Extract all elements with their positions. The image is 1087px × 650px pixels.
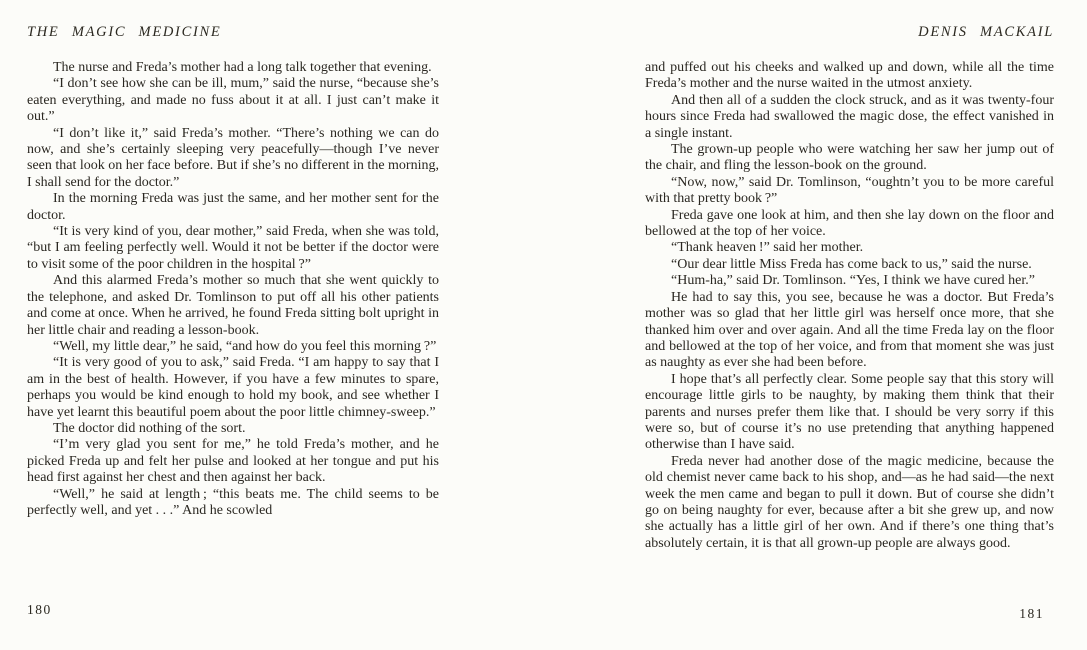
page-number-left: 180	[27, 602, 52, 617]
paragraph: Freda gave one look at him, and then she lay down on the floor and bellowed at the top of her voice.	[645, 207, 1054, 240]
paragraph: “Well, my little dear,” he said, “and how do you feel this morning ?”	[53, 338, 437, 354]
running-head-author: DENIS MACKAIL	[918, 24, 1054, 40]
paragraph: “Well,” he said at length ; “this beats me. The child seems to be perfectly well, and yet . . .” And he scowled	[27, 486, 439, 518]
running-head-book-title: THE MAGIC MEDICINE	[27, 24, 222, 40]
paragraph: And this alarmed Freda’s mother so much that she went quickly to the telephone, and asked Dr. Tomlinson to put off all his other patients and come at once. When he arrived, he found Freda sitting bolt upright in her little chair and reading a lesson-book.	[27, 273, 439, 338]
page-left	[27, 0, 439, 650]
paragraph: “It is very kind of you, dear mother,” said Freda, when she was told, “but I am feeling perfectly well. Would it not be better if the doctor were to visit some of the poor children in the hospital ?”	[27, 224, 439, 272]
paragraph: “I don’t like it,” said Freda’s mother. “There’s nothing we can do now, and she’s certainly sleeping very peacefully—though I’ve never seen that look on her face before. But if she’s no different in the morning, I shall send for the doctor.”	[27, 125, 439, 190]
paragraph: I hope that’s all perfectly clear. Some people say that this story will encourage little girls to be naughty, by making them think that their parents and nurses prefer them like that. I should be very sorry if this were so, but of course it’s no use pretending that anything happened otherwise than I have said.	[645, 371, 1054, 453]
text-column-right	[645, 60, 1054, 552]
paragraph: “I don’t see how she can be ill, mum,” said the nurse, “because she’s eaten everything, and made no fuss about it at all. I just can’t make it out.”	[27, 76, 439, 125]
paragraph: “It is very good of you to ask,” said Freda. “I am happy to say that I am in the best of health. However, if you have a few minutes to spare, perhaps you would be kind enough to hold my book, and see whether I have yet learnt this beautiful poem about the poor little chimney-sweep.”	[27, 355, 439, 420]
paragraph: Freda never had another dose of the magic medicine, because the old chemist never came back to his shop, and—as he had said—the next week the men came and began to pull it down. But of course she didn’t go on being naughty for ever, because after a bit she grew up, and now she actually has a little girl of her own. And if there’s one thing that’s absolutely certain, it is that all grown-up people are always good.	[645, 453, 1054, 551]
paragraph: and puffed out his cheeks and walked up and down, while all the time Freda’s mother and the nurse waited in the utmost anxiety.	[645, 60, 1054, 92]
paragraph: In the morning Freda was just the same, and her mother sent for the doctor.	[27, 191, 439, 223]
paragraph: The nurse and Freda’s mother had a long talk together that evening.	[53, 60, 432, 75]
paragraph: “Thank heaven !” said her mother.	[671, 240, 864, 256]
page-number-right: 181	[1019, 606, 1044, 621]
paragraph: “Now, now,” said Dr. Tomlinson, “oughtn’t you to be more careful with that pretty book ?”	[645, 174, 1054, 207]
paragraph: “I’m very glad you sent for me,” he told Freda’s mother, and he picked Freda up and felt her pulse and looked at her tongue and put his head first against her chest and then against her back.	[27, 437, 439, 486]
paragraph: The doctor did nothing of the sort.	[53, 420, 246, 436]
paragraph: The grown-up people who were watching her saw her jump out of the chair, and fling the lesson-book on the ground.	[645, 142, 1054, 174]
paragraph: “Hum-ha,” said Dr. Tomlinson. “Yes, I think we have cured her.”	[671, 273, 1035, 289]
text-column-left	[27, 60, 439, 519]
paragraph: He had to say this, you see, because he was a doctor. But Freda’s mother was so glad that her little girl was herself once more, that she thanked him over and over again. And all the time Freda lay on the floor and bellowed at the top of her voice, and from that moment she was just as naughty as ever she had been before.	[645, 289, 1054, 371]
paragraph: “Our dear little Miss Freda has come back to us,” said the nurse.	[671, 256, 1032, 272]
paragraph: And then all of a sudden the clock struck, and as it was twenty-four hours since Freda had swallowed the magic dose, the effect vanished in a single instant.	[645, 92, 1054, 141]
page-right	[645, 0, 1054, 650]
